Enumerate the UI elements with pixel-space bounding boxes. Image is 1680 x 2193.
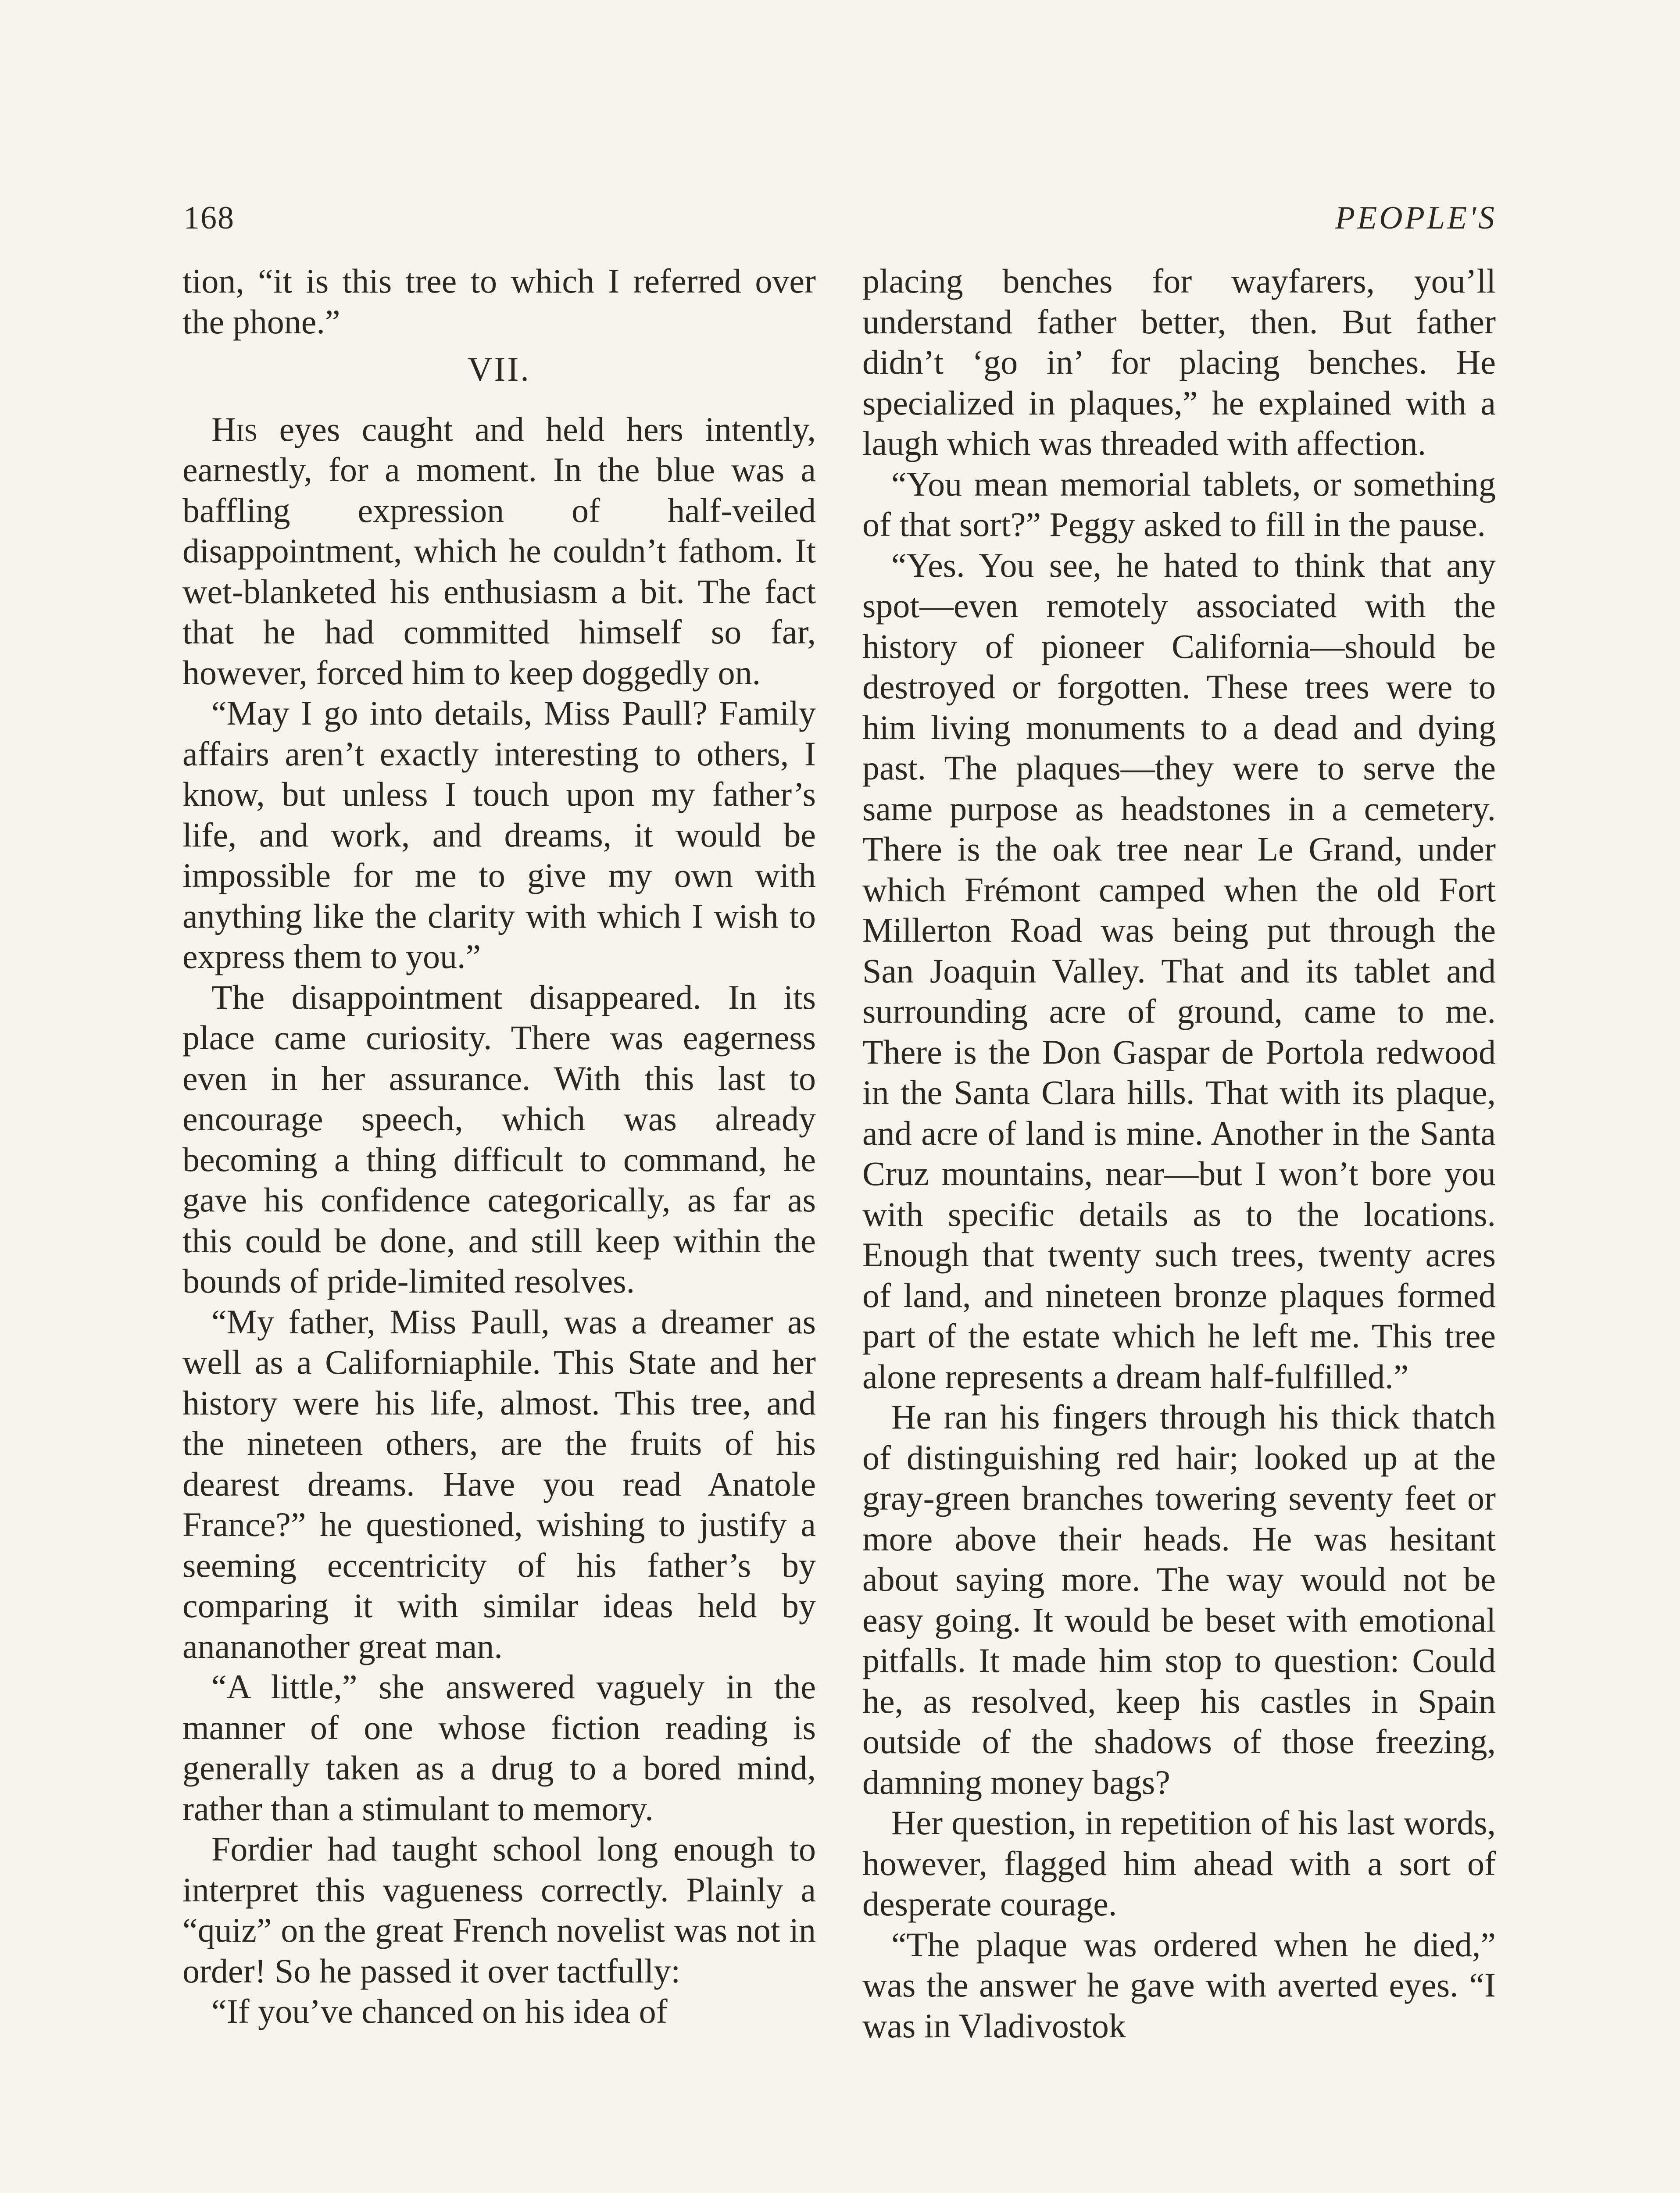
page-number: 168 — [183, 200, 235, 236]
paragraph: The disappointment disappeared. In its place came curiosity. There was eagerness even in her assurance. With this last to encourage speech, which was already becoming a thing difficult to command, he gave his confidence categorically, as far as this could be done, and still keep within the bounds of pride-limited resolves. — [182, 978, 816, 1300]
paragraph: He ran his fingers through his thick thatch of distinguishing red hair; looked up at the gray-green branches towering seventy feet or more above their heads. He was hesitant about saying more. The way would not be easy going. It would be beset with emotional pitfalls. It made him stop to question: Could he, as resolved, keep his castles in Spain outside of the shadows of those freezing, damning money bags? — [862, 1398, 1496, 1801]
paragraph: Her question, in repetition of his last words, however, flagged him ahead with a sort of desperate courage. — [862, 1804, 1496, 1923]
paragraph: “A little,” she answered vaguely in the manner of one whose fiction reading is generally taken as a drug to a bored mind, rather than a stimulant to memory. — [182, 1668, 816, 1828]
page-header — [183, 194, 1497, 242]
section-heading: VII. — [468, 350, 531, 388]
paragraph: “Yes. You see, he hated to think that any spot—even remotely associated with the history of pioneer California—should be destroyed or forgotten. These trees were to him living monuments to a dead and dying past. The plaques—they were to serve the same purpose as headstones in a cemetery. There is the oak tree near Le Grand, under which Frémont camped when the old Fort Millerton Road was being put through the San Joaquin Valley. That and its tablet and surrounding acre of ground, came to me. There is the Don Gaspar de Portola redwood in the Santa Clara hills. That with its plaque, and acre of land is mine. Another in the Santa Cruz mountains, near—but I won’t bore you with specific details as to the locations. Enough that twenty such trees, twenty acres of land, and nineteen bronze plaques formed part of the estate which he left me. This tree alone represents a dream half-fulfilled.” — [862, 546, 1496, 1396]
paragraph: “If you’ve chanced on his idea of — [211, 1992, 668, 2030]
paragraph — [182, 409, 816, 693]
paragraph: placing benches for wayfarers, you’ll understand father better, then. But father didn’t ‘go in’ for placing benches. He specialized in plaques,” he explained with a laugh which was threaded with affection. — [862, 262, 1496, 462]
right-column — [862, 261, 1496, 2046]
left-column — [182, 261, 816, 2032]
paragraph: “The plaque was ordered when he died,” was the answer he gave with averted eyes. “I was in Vladivostok — [862, 1925, 1496, 2045]
paragraph: “My father, Miss Paull, was a dreamer as well as a Californiaphile. This State and her history were his life, almost. This tree, and the nineteen others, are the fruits of his dearest dreams. Have you read Anatole France?” he questioned, wishing to justify a seeming eccentricity of his father’s by comparing it with similar ideas held by anananother great man. — [182, 1302, 816, 1665]
paragraph: “May I go into details, Miss Paull? Family affairs aren’t exactly interesting to others, I know, but unless I touch upon my father’s life, and work, and dreams, it would be impossible for me to give my own with anything like the clarity with which I wish to express them to you.” — [182, 694, 816, 975]
paragraph: “You mean memorial tablets, or something of that sort?” Peggy asked to fill in the pause. — [862, 464, 1496, 543]
paragraph-text: eyes caught and held hers intently, earnestly, for a moment. In the blue was a baffling expression of half-veiled disappointment, which he couldn’t fathom. It wet-blanketed his enthusiasm a bit. The fact that he had committed himself so far, however, forced him to keep doggedly on. — [182, 410, 816, 692]
paragraph: Fordier had taught school long enough to interpret this vagueness correctly. Plainly a “quiz” on the great French novelist was not in order! So he passed it over tactfully: — [182, 1830, 816, 1990]
lead-in-word: His — [211, 410, 258, 448]
running-head: PEOPLE'S — [1335, 200, 1497, 236]
paragraph: tion, “it is this tree to which I referred over the phone.” — [182, 262, 816, 341]
